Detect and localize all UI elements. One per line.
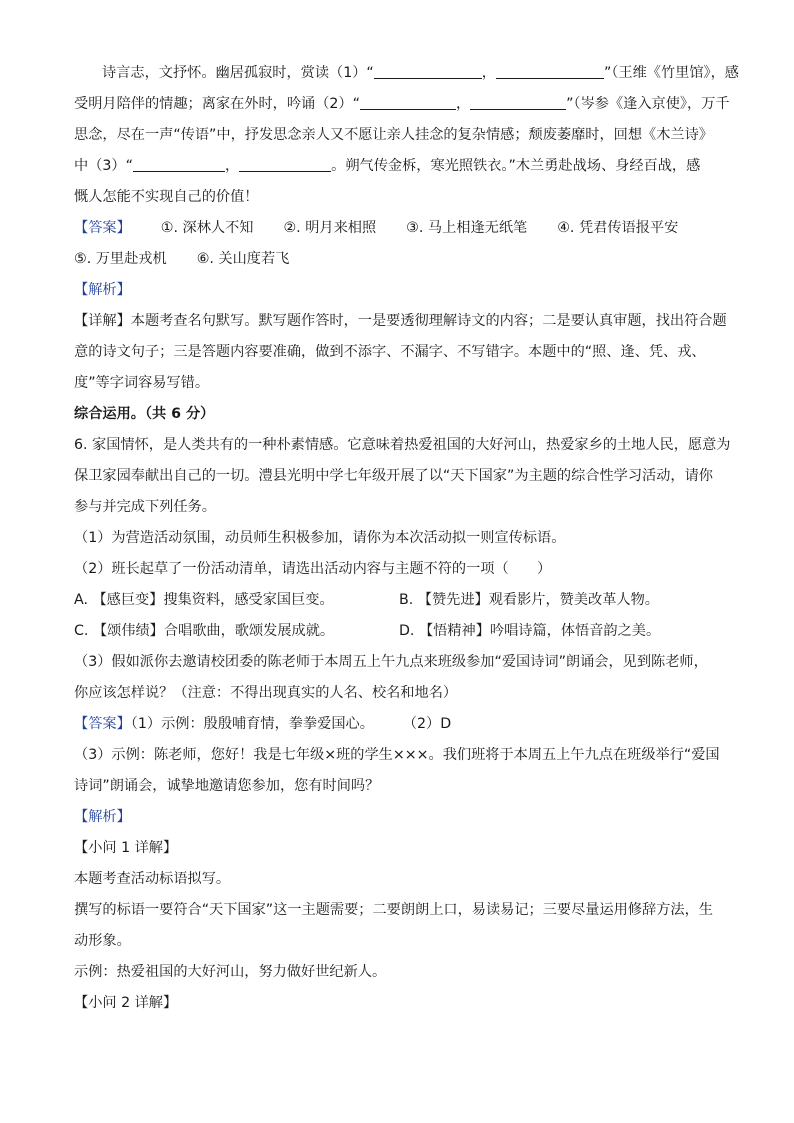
- answer-line-1: [74, 213, 720, 244]
- fill-blank-2: [496, 64, 604, 79]
- answer-item: ③. 马上相逢无纸笔: [406, 220, 528, 236]
- sub-question-2: （2）班长起草了一份活动清单，请选出活动内容与主题不符的一项（ ）: [74, 561, 552, 577]
- answer-line-2: [74, 244, 720, 275]
- fill-blank-4: [470, 95, 566, 110]
- fill-blank-5: [133, 157, 225, 172]
- analysis-line-3: 度”等字词容易写错。: [74, 375, 210, 391]
- question-line-3: 参与并完成下列任务。: [74, 499, 216, 515]
- answer-item: ⑥. 关山度若飞: [196, 251, 290, 267]
- analysis-label: 【解析】: [74, 282, 131, 298]
- question-line-1: 6. 家国情怀，是人类共有的一种朴素情感。它意味着热爱祖国的大好河山，热爱家乡的土地人民，愿意为: [74, 437, 731, 453]
- answer-item: ⑤. 万里赴戎机: [74, 251, 167, 267]
- option-a: A. 【感巨变】搜集资料，感受家国巨变。: [74, 592, 334, 608]
- detail-line-3: 动形象。: [74, 933, 131, 949]
- sub-question-3-line-1: （3）假如派你去邀请校团委的陈老师于本周五上午九点来班级参加“爱国诗词”朗诵会，见到陈老师，: [74, 654, 708, 670]
- poem-line-4: 中（3）“ ， 。朔气传金柝，寒光照铁衣。”木兰勇赴战场、身经百战，感: [74, 158, 701, 174]
- poem-line-3: 思念，尽在一声“传语”中，抒发思念亲人又不愿让亲人挂念的复杂情感；颓废萎靡时，回想《木兰诗》: [74, 127, 713, 143]
- answer2-line-2: （3）示例：陈老师，您好！我是七年级×班的学生×××。我们班将于本周五上午九点在班级举行“爱国: [74, 747, 720, 763]
- analysis-line-1: 【详解】本题考查名句默写。默写题作答时，一是要透彻理解诗文的内容；二是要认真审题，找出符合题: [74, 313, 727, 329]
- option-c: C. 【颂伟绩】合唱歌曲，歌颂发展成就。: [74, 623, 335, 639]
- option-b: B. 【赞先进】观看影片，赞美改革人物。: [399, 592, 659, 608]
- fill-blank-6: [239, 157, 331, 172]
- options-row-2: [74, 616, 720, 647]
- answer2-line-3: 诗词”朗诵会，诚挚地邀请您参加，您有时间吗？: [74, 778, 380, 794]
- answer2-line-1: 【答案】（1）示例：殷殷哺育情，拳拳爱国心。 （2）D: [74, 716, 452, 732]
- poem-line-2: 受明月陪伴的情趣；离家在外时，吟诵（2）“ ， ”（岑参《逢入京使》，万千: [74, 96, 730, 112]
- sub-question-3-line-2: 你应该怎样说？（注意：不得出现真实的人名、校名和地名）: [74, 685, 458, 701]
- fill-blank-1: [374, 64, 482, 79]
- analysis2-label: 【解析】: [74, 809, 131, 825]
- options-row-1: [74, 585, 720, 616]
- option-d: D. 【悟精神】吟唱诗篇，体悟音韵之美。: [399, 623, 661, 639]
- question-line-2: 保卫家园奉献出自己的一切。澧县光明中学七年级开展了以“天下国家”为主题的综合性学习活动，请你: [74, 468, 713, 484]
- sub-detail-2-heading: 【小问 2 详解】: [74, 995, 178, 1011]
- detail-line-2: 撰写的标语一要符合“天下国家”这一主题需要；二要朗朗上口，易读易记；三要尽量运用修辞方法，生: [74, 902, 713, 918]
- sub-detail-1-heading: 【小问 1 详解】: [74, 840, 178, 856]
- poem-line-5: 慨人怎能不实现自己的价值！: [74, 189, 259, 205]
- detail-line-1: 本题考查活动标语拟写。: [74, 871, 231, 887]
- answer-item: ②. 明月来相照: [283, 220, 377, 236]
- section-title: 综合运用。（共 6 分）: [74, 406, 215, 422]
- analysis-line-2: 意的诗文句子；三是答题内容要准确，做到不添字、不漏字、不写错字。本题中的“照、逢、凭、戎、: [74, 344, 706, 360]
- poem-line-1: 诗言志，文抒怀。幽居孤寂时，赏读（1）“ ， ”（王维《竹里馆》，感: [102, 65, 739, 81]
- detail-line-4: 示例：热爱祖国的大好河山，努力做好世纪新人。: [74, 964, 387, 980]
- fill-blank-3: [360, 95, 456, 110]
- sub-question-1: （1）为营造活动氛围，动员师生积极参加，请你为本次活动拟一则宣传标语。: [74, 530, 566, 546]
- answer-label: 【答案】: [74, 220, 131, 236]
- answer-item: ④. 凭君传语报平安: [557, 220, 679, 236]
- answer-item: ①. 深林人不知: [160, 220, 254, 236]
- answer2-label: 【答案】: [74, 716, 131, 732]
